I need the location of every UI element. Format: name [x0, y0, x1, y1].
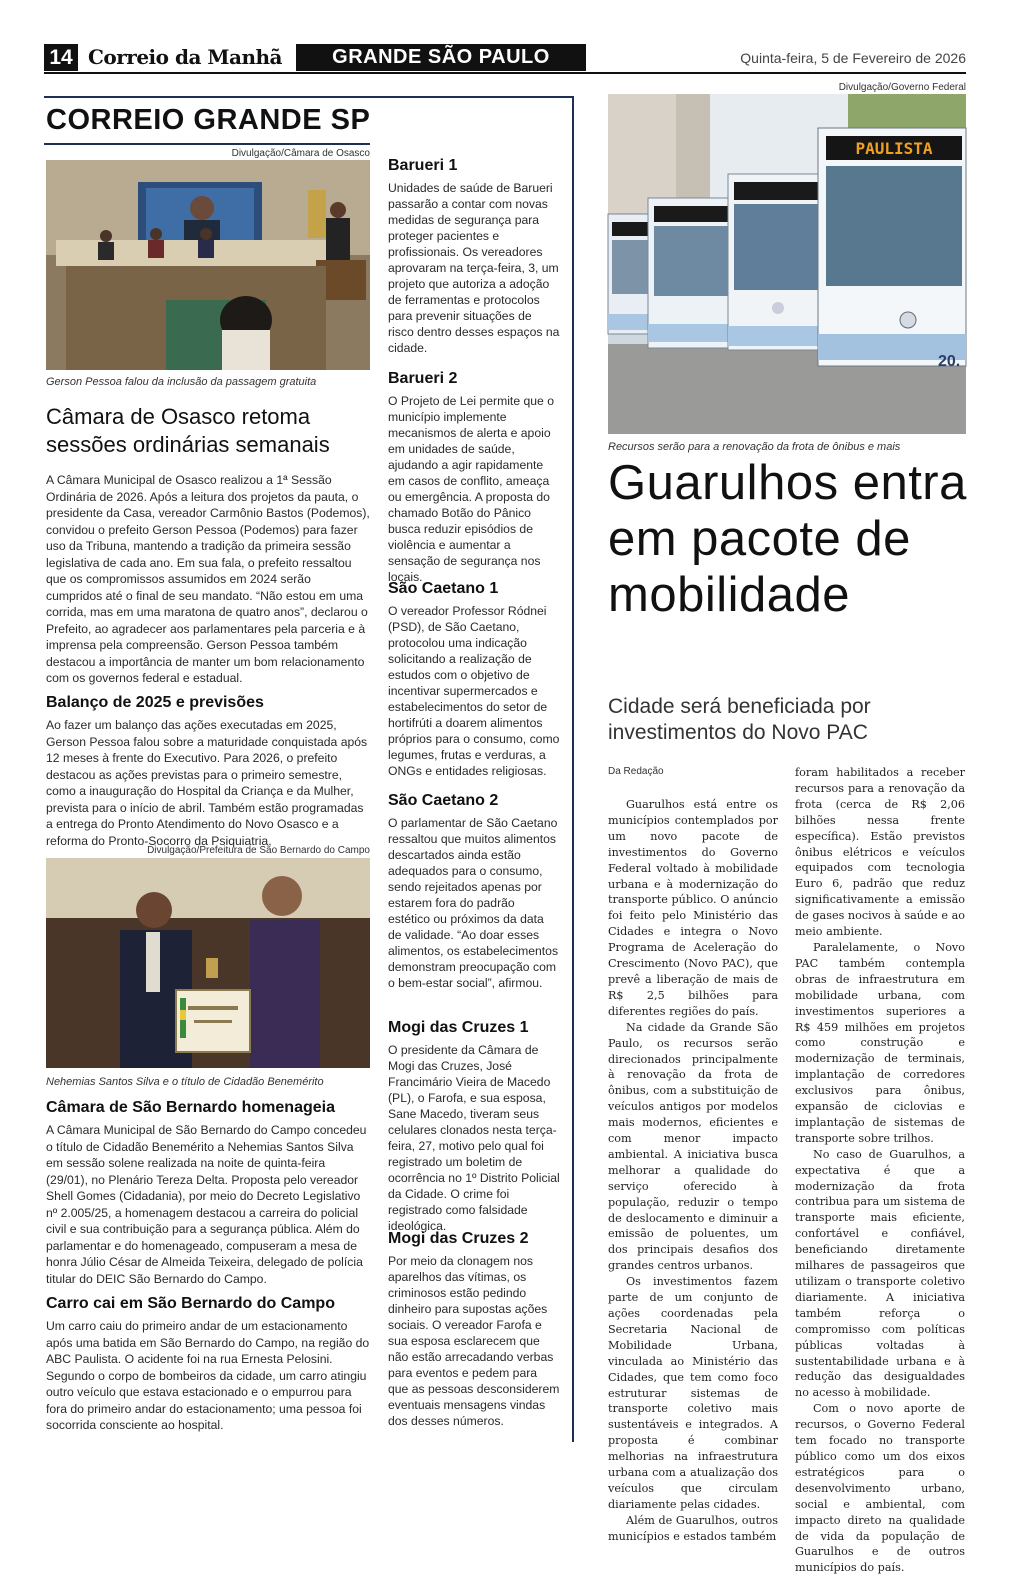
bus-fleet-photo	[608, 94, 966, 434]
bus-number: 20.	[938, 353, 961, 370]
note-text: Por meio da clonagem nos aparelhos das vítimas, os criminosos estão pedindo dinheiro para supostas ações sociais. O vereador Farofa e sua esposa esclarecem que não estão arrecadando verbas para eventos e pedem para que as pessoas desconsiderem eventuais mensagens vindas dos desses números.	[388, 1254, 560, 1428]
note-text: O Projeto de Lei permite que o município implemente mecanismos de alerta e apoio em unidades de saúde, ajudando a agir rapidamente em casos de conflito, ameaça ou emergência. A proposta do chamado Botão do Pânico busca reduzir episódios de violência e aumentar a sensação de segurança nos locais.	[388, 394, 554, 584]
section-title: GRANDE SÃO PAULO	[296, 44, 586, 71]
photo-credit: Divulgação/Câmara de Osasco	[231, 148, 370, 159]
article-body: Ao fazer um balanço das ações executadas em 2025, Gerson Pessoa falou sobre a maturidade conquistada após 12 meses à frente do Executivo. Para 2026, o prefeito destacou as ações previstas para o primeiro semestre, como a inauguração do Hospital da Criança e da Mulher, prevista para o início de abril. Também estão programadas a entrega do Pronto Atendimento do Novo Osasco e a reforma do Pronto-Socorro da Psiquiatria.	[46, 718, 368, 848]
newspaper-brand: Correio da Manhã	[88, 45, 283, 69]
article-body: A Câmara Municipal de São Bernardo do Campo concedeu o título de Cidadão Benemérito a Nehemias Santos Silva em sessão solene realizada na noite de quinta-feira (29/01), no Plenário Tereza Delta. Proposta pelo vereador Shell Gomes (Cidadania), por meio do Decreto Legislativo nº 2.005/25, a homenagem destacou a carreira do policial civil e sua contribuição para a segurança pública. Além do parlamentar e do homenageado, compuseram a mesa de honra Júlio César de Almeida Teixeira, delegado de polícia titular do DEIC São Bernardo do Campo.	[46, 1123, 367, 1286]
note-text: O parlamentar de São Caetano ressaltou que muitos alimentos descartados ainda estão adequados para o consumo, sendo rejeitados apenas por estarem fora do padrão estético ou próximos da data de validade. “Ao doar esses alimentos, os estabelecimentos demonstram preocupação com o bem-estar social”, afirmou.	[388, 816, 559, 990]
note-text: O vereador Professor Ródnei (PSD), de São Caetano, protocolou uma indicação solicitando a realização de estudos com o objetivo de incentivar supermercados e estabelecimentos do setor de hortifrúti a doarem alimentos próprios para o consumo, como legumes, frutas e verduras, a ONGs e entidades religiosas.	[388, 604, 560, 778]
main-headline: Guarulhos entra em pacote de mobilidade	[608, 456, 967, 622]
paragraph: foram habilitados a receber recursos para a renovação da frota (cerca de R$ 2,06 bilhões nessa frente específica). Estão previstos ônibus elétricos e veículos equipados com tecnologia Euro 6, padrão que reduz significativamente a emissão de gases nocivos à saúde e ao meio ambiente.	[795, 766, 965, 939]
note-title: Barueri 2	[388, 370, 458, 387]
paragraph: Os investimentos fazem parte de um conjunto de ações coordenadas pela Secretaria Nacional de Mobilidade Urbana, vinculada ao Ministério das Cidades, que tem como foco estruturar sistemas de transporte coletivo mais sustentáveis e integrados. A proposta é combinar melhorias na infraestrutura urbana com a atualização dos veículos que circulam diariamente pelas cidades.	[608, 1275, 778, 1511]
paragraph: No caso de Guarulhos, a expectativa é que a modernização da frota contribua para um sistema de transporte mais eficiente, confortável e confiável, beneficiando diretamente milhares de passageiros que utilizam o transporte coletivo diariamente. A iniciativa também reforça o compromisso com políticas públicas voltadas à sustentabilidade urbana e à redução das desigualdades no acesso à mobilidade.	[795, 1147, 965, 1400]
council-session-photo	[46, 160, 370, 370]
note-title: Barueri 1	[388, 157, 458, 174]
article-body: Um carro caiu do primeiro andar de um estacionamento após uma batida em São Bernardo do Campo, na região do ABC Paulista. O acidente foi na rua Ernesta Pelosini. Segundo o corpo de bombeiros da cidade, um carro atingiu outro veículo que estava estacionado e o empurrou para fora do primeiro andar do estacionamento; uma pessoa foi socorrida consciente ao hospital.	[46, 1319, 370, 1432]
paragraph: Guarulhos está entre os municípios contemplados por um novo pacote de investimentos do Governo Federal voltado à mobilidade urbana e à modernização do transporte público. O anúncio foi feito pelo Ministério das Cidades e integra o Novo Programa de Aceleração do Crescimento (Novo PAC), que prevê a liberação de mais de R$ 2,5 bilhões para diferentes regiões do país.	[608, 798, 778, 1018]
panel-title: CORREIO GRANDE SP	[46, 104, 371, 136]
bus-destination-display: PAULISTA	[855, 139, 933, 158]
header-divider	[44, 72, 966, 74]
note-title: Mogi das Cruzes 1	[388, 1019, 529, 1036]
note-title: Mogi das Cruzes 2	[388, 1230, 529, 1247]
page-header	[44, 44, 966, 72]
honor-ceremony-photo	[46, 858, 370, 1068]
photo-caption: Gerson Pessoa falou da inclusão da passagem gratuita	[46, 376, 317, 388]
article-headline: Câmara de Osasco retoma sessões ordinárias semanais	[46, 404, 330, 457]
note-text: Unidades de saúde de Barueri passarão a contar com novas medidas de segurança para proteger pacientes e profissionais. Os vereadores aprovaram na terça-feira, 3, um projeto que autoriza a adoção de ferramentas e protocolos para prevenir situações de risco dentro desses espaços na cidade.	[388, 181, 560, 355]
paragraph: Na cidade da Grande São Paulo, os recursos serão direcionados principalmente à renovação da frota de ônibus, com a substituição de veículos antigos por modelos mais modernos, eficientes e com menor impacto ambiental. A iniciativa busca melhorar a qualidade do serviço oferecido à população, reduzir o tempo de deslocamento e diminuir a emissão de poluentes, um dos principais desafios dos grandes centros urbanos.	[608, 1020, 778, 1273]
panel-title-underline	[44, 143, 370, 145]
page-number: 14	[44, 44, 78, 71]
article-headline: Carro cai em São Bernardo do Campo	[46, 1295, 335, 1312]
issue-date: Quinta-feira, 5 de Fevereiro de 2026	[740, 50, 966, 66]
photo-caption: Recursos serão para a renovação da frota de ônibus e mais	[608, 441, 901, 453]
paragraph: Além de Guarulhos, outros municípios e estados também	[608, 1513, 778, 1543]
note-title: São Caetano 2	[388, 792, 499, 809]
paragraph: Paralelamente, o Novo PAC também contempla obras de infraestrutura em mobilidade urbana, com investimentos superiores a R$ 459 milhões em projetos como construção e modernização de terminais, implantação de corredores exclusivos para ônibus, expansão de ciclovias e implantação de sistemas de transporte sobre trilhos.	[795, 940, 965, 1145]
byline: Da Redação	[608, 766, 664, 777]
article-headline: Câmara de São Bernardo homenageia	[46, 1099, 335, 1116]
note-text: O presidente da Câmara de Mogi das Cruzes, José Francimário Vieira de Macedo (PL), o Farofa, e sua esposa, Sane Macedo, tiveram seus celulares clonados nesta terça-feira, 27, motivo pelo qual foi registrado um boletim de ocorrência no 1º Distrito Policial da Cidade. O crime foi registrado como falsidade ideológica.	[388, 1043, 560, 1233]
photo-credit: Divulgação/Governo Federal	[838, 82, 966, 93]
panel-top-border	[44, 96, 572, 98]
main-body-column-1	[608, 797, 778, 1545]
note-title: São Caetano 1	[388, 580, 499, 597]
photo-credit: Divulgação/Prefeitura de São Bernardo do Campo	[147, 845, 370, 856]
panel-right-border	[572, 96, 574, 1442]
photo-caption: Nehemias Santos Silva e o título de Cidadão Benemérito	[46, 1076, 324, 1088]
main-deck: Cidade será beneficiada por investimentos do Novo PAC	[608, 695, 871, 744]
paragraph: Com o novo aporte de recursos, o Governo Federal tem focado no transporte público como um dos eixos estratégicos para o desenvolvimento urbano, social e ambiental, com impacto direto na qualidade de vida da população de Guarulhos e de outros municípios do país.	[795, 1402, 965, 1575]
main-body-column-2	[795, 765, 965, 1576]
article-subhead: Balanço de 2025 e previsões	[46, 694, 264, 711]
article-body: A Câmara Municipal de Osasco realizou a 1ª Sessão Ordinária de 2026. Após a leitura dos projetos da pauta, o presidente da Casa, vereador Carmônio Bastos (Podemos), convidou o prefeito Gerson Pessoa (Podemos) para fazer uso da Tribuna, mantendo a tradição da primeira sessão legislativa de cada ano. Em sua fala, o prefeito ressaltou que os compromissos assumidos em 2024 serão cumpridos até o final de seu mandato. “Não estou em uma corrida, mas em uma maratona de quatro anos”, declarou o Prefeito, ao agradecer aos parlamentares pela parceria e à imprensa pela compreensão. Gerson Pessoa também destacou a importância de manter um bom relacionamento com os governos federal e estadual.	[46, 473, 370, 685]
